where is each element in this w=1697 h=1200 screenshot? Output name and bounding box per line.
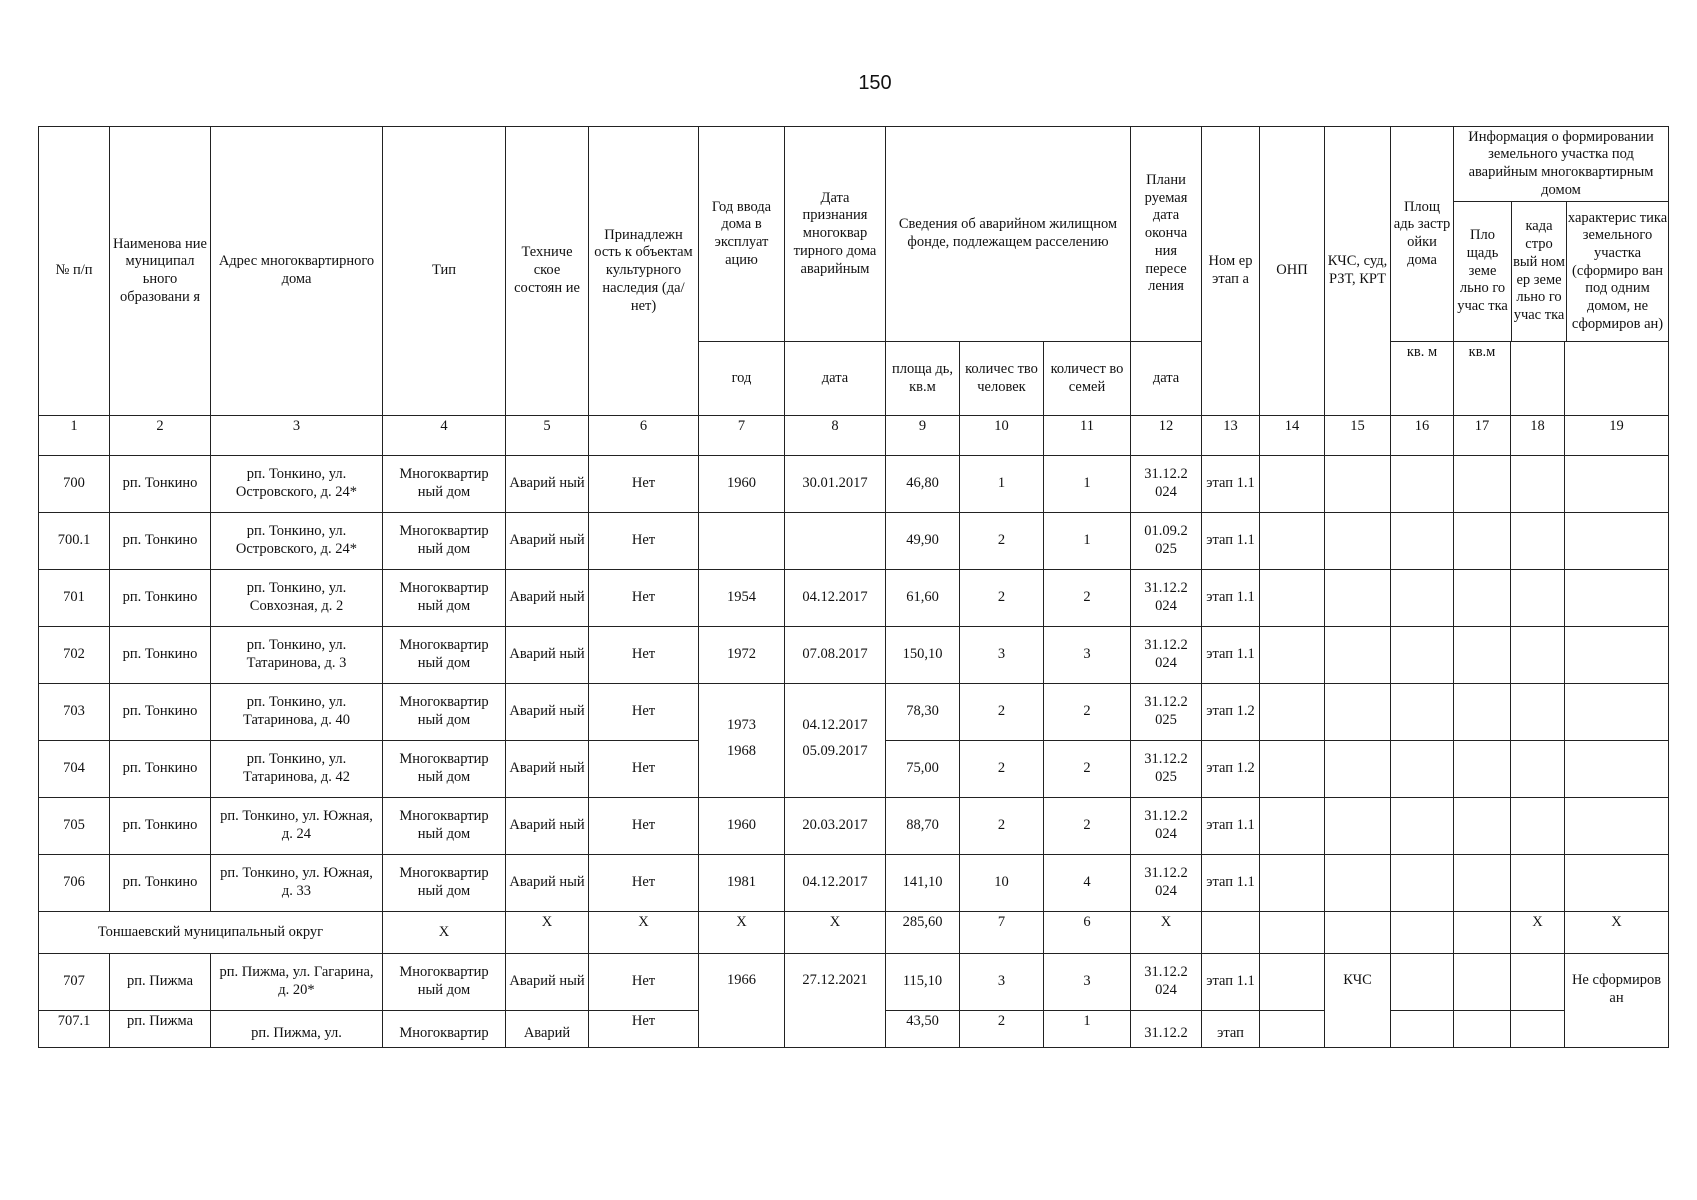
area: 46,80 (886, 456, 960, 513)
land-area (1454, 1011, 1511, 1048)
header-build-area: Площ адь застр ойки дома (1391, 127, 1454, 342)
plan-date: 31.12.2 024 (1131, 954, 1202, 1011)
family-count: 2 (1044, 741, 1131, 798)
commission-year: 1972 (699, 627, 785, 684)
header-land-characteristic: характерис тика земельного участка (сформиро ван под одним домом, не сформиров ан) (1567, 209, 1668, 332)
build-area (1391, 513, 1454, 570)
cadastral-number (1511, 1011, 1565, 1048)
cadastral-number (1511, 513, 1565, 570)
column-number: 13 (1202, 416, 1260, 456)
tech-state: Аварий ный (506, 954, 589, 1011)
table-row (39, 627, 1669, 684)
onp (1260, 855, 1325, 912)
summary-label: Тоншаевский муниципальный округ (39, 912, 383, 954)
plan-date: 31.12.2 024 (1131, 627, 1202, 684)
commission-year: 1968 (699, 741, 785, 798)
stage: этап 1.1 (1202, 954, 1260, 1011)
building-type: Многоквартир ный дом (383, 798, 506, 855)
stage: этап 1.1 (1202, 855, 1260, 912)
onp (1260, 798, 1325, 855)
header-land-area-unit: кв.м (1454, 342, 1511, 416)
cadastral-number (1511, 627, 1565, 684)
tech-state: Аварий ный (506, 798, 589, 855)
recognition-date: 20.03.2017 (785, 798, 886, 855)
summary-cadastral: Х (1511, 912, 1565, 954)
land-area (1454, 741, 1511, 798)
building-type: Многоквартир (383, 1011, 506, 1048)
summary-year: Х (699, 912, 785, 954)
recognition-date: 04.12.2017 (785, 684, 886, 741)
summary-people: 7 (960, 912, 1044, 954)
family-count: 2 (1044, 570, 1131, 627)
land-characteristic (1565, 456, 1669, 513)
area: 141,10 (886, 855, 960, 912)
table-row (39, 855, 1669, 912)
family-count: 1 (1044, 1011, 1131, 1048)
address: рп. Тонкино, ул. Совхозная, д. 2 (211, 570, 383, 627)
header-date-sub: дата (785, 342, 886, 416)
area: 49,90 (886, 513, 960, 570)
recognition-date: 04.12.2017 (785, 570, 886, 627)
stage: этап 1.2 (1202, 684, 1260, 741)
row-number: 706 (39, 855, 110, 912)
municipality: рп. Тонкино (110, 684, 211, 741)
people-count: 2 (960, 741, 1044, 798)
header-year-sub: год (699, 342, 785, 416)
column-number: 5 (506, 416, 589, 456)
recognition-date: 30.01.2017 (785, 456, 886, 513)
heritage: Нет (589, 798, 699, 855)
column-number: 18 (1511, 416, 1565, 456)
plan-date: 01.09.2 025 (1131, 513, 1202, 570)
header-stage: Ном ер этап а (1202, 127, 1260, 416)
address: рп. Тонкино, ул. Татаринова, д. 42 (211, 741, 383, 798)
land-characteristic: Не сформиров ан (1565, 954, 1669, 1048)
heritage: Нет (589, 456, 699, 513)
header-heritage: Принадлежн ость к объектам культурного наследия (да/нет) (589, 127, 699, 416)
build-area (1391, 1011, 1454, 1048)
land-characteristic (1565, 513, 1669, 570)
header-area: площа дь, кв.м (886, 342, 960, 416)
build-area (1391, 855, 1454, 912)
row-number: 700 (39, 456, 110, 513)
kchs (1325, 741, 1391, 798)
plan-date: 31.12.2 024 (1131, 456, 1202, 513)
area: 75,00 (886, 741, 960, 798)
land-characteristic (1565, 855, 1669, 912)
plan-date: 31.12.2 025 (1131, 741, 1202, 798)
header-group-land-title: Информация о формировании земельного участка под аварийным многоквартирным домом (1454, 127, 1668, 202)
summary-families: 6 (1044, 912, 1131, 954)
table-row (39, 570, 1669, 627)
municipality: рп. Тонкино (110, 456, 211, 513)
column-number: 10 (960, 416, 1044, 456)
build-area (1391, 684, 1454, 741)
family-count: 2 (1044, 684, 1131, 741)
table-row (39, 684, 1669, 741)
tech-state: Аварий ный (506, 684, 589, 741)
stage: этап 1.1 (1202, 456, 1260, 513)
plan-date: 31.12.2 024 (1131, 855, 1202, 912)
header-cadastral-cont (1511, 342, 1565, 416)
build-area (1391, 954, 1454, 1011)
address: рп. Тонкино, ул. Южная, д. 33 (211, 855, 383, 912)
page-number: 150 (858, 72, 892, 94)
cadastral-number (1511, 798, 1565, 855)
address: рп. Тонкино, ул. Татаринова, д. 3 (211, 627, 383, 684)
family-count: 3 (1044, 627, 1131, 684)
header-group-fund: Сведения об аварийном жилищном фонде, подлежащем расселению (886, 127, 1131, 342)
header-people: количес тво человек (960, 342, 1044, 416)
stage: этап (1202, 1011, 1260, 1048)
people-count: 2 (960, 798, 1044, 855)
municipality: рп. Тонкино (110, 855, 211, 912)
kchs (1325, 513, 1391, 570)
building-type: Многоквартир ный дом (383, 855, 506, 912)
people-count: 2 (960, 513, 1044, 570)
header-kchs: КЧС, суд, РЗТ, КРТ (1325, 127, 1391, 416)
header-plan-date: Плани руемая дата оконча ния пересе ления (1131, 127, 1202, 342)
family-count: 4 (1044, 855, 1131, 912)
header-build-area-unit: кв. м (1391, 342, 1454, 416)
table-row (39, 513, 1669, 570)
building-type: Многоквартир ный дом (383, 954, 506, 1011)
area: 115,10 (886, 954, 960, 1011)
recognition-date: 04.12.2017 (785, 855, 886, 912)
area: 61,60 (886, 570, 960, 627)
summary-row (39, 912, 1669, 954)
building-type: Многоквартир ный дом (383, 456, 506, 513)
onp (1260, 513, 1325, 570)
plan-date: 31.12.2 024 (1131, 570, 1202, 627)
row-number: 704 (39, 741, 110, 798)
column-number: 9 (886, 416, 960, 456)
header-recognition-date: Дата признания многоквар тирного дома аварийным (785, 127, 886, 342)
header-group-land (1454, 127, 1669, 342)
municipality: рп. Тонкино (110, 513, 211, 570)
cadastral-number (1511, 855, 1565, 912)
plan-date: 31.12.2 (1131, 1011, 1202, 1048)
header-plan-date-sub: дата (1131, 342, 1202, 416)
cadastral-number (1511, 684, 1565, 741)
land-area (1454, 456, 1511, 513)
people-count: 3 (960, 954, 1044, 1011)
column-number: 7 (699, 416, 785, 456)
summary-onp (1260, 912, 1325, 954)
column-number-row (39, 416, 1669, 456)
people-count: 2 (960, 1011, 1044, 1048)
building-type: Многоквартир ный дом (383, 513, 506, 570)
people-count: 2 (960, 570, 1044, 627)
kchs (1325, 456, 1391, 513)
stage: этап 1.1 (1202, 627, 1260, 684)
summary-stage (1202, 912, 1260, 954)
recognition-date: 27.12.2021 (785, 954, 886, 1048)
cadastral-number (1511, 570, 1565, 627)
recognition-date (785, 513, 886, 570)
family-count: 1 (1044, 513, 1131, 570)
row-number: 701 (39, 570, 110, 627)
emergency-housing-table (38, 126, 1669, 1048)
row-number: 702 (39, 627, 110, 684)
building-type: Многоквартир ный дом (383, 627, 506, 684)
onp (1260, 684, 1325, 741)
family-count: 1 (1044, 456, 1131, 513)
kchs (1325, 855, 1391, 912)
tech-state: Аварий ный (506, 627, 589, 684)
onp (1260, 741, 1325, 798)
table-row (39, 954, 1669, 1011)
heritage: Нет (589, 627, 699, 684)
tech-state: Аварий ный (506, 855, 589, 912)
heritage: Нет (589, 513, 699, 570)
commission-year (699, 513, 785, 570)
family-count: 2 (1044, 798, 1131, 855)
kchs (1325, 684, 1391, 741)
header-address: Адрес многоквартирного дома (211, 127, 383, 416)
address: рп. Тонкино, ул. Островского, д. 24* (211, 456, 383, 513)
tech-state: Аварий (506, 1011, 589, 1048)
row-number: 703 (39, 684, 110, 741)
land-area (1454, 798, 1511, 855)
heritage: Нет (589, 741, 699, 798)
build-area (1391, 456, 1454, 513)
heritage: Нет (589, 684, 699, 741)
municipality: рп. Пижма (110, 1011, 211, 1048)
tech-state: Аварий ный (506, 570, 589, 627)
heritage: Нет (589, 1011, 699, 1048)
recognition-date: 05.09.2017 (785, 741, 886, 798)
column-number: 2 (110, 416, 211, 456)
land-area (1454, 684, 1511, 741)
land-area (1454, 954, 1511, 1011)
build-area (1391, 627, 1454, 684)
area: 150,10 (886, 627, 960, 684)
header-type: Тип (383, 127, 506, 416)
summary-kchs (1325, 912, 1391, 954)
heritage: Нет (589, 570, 699, 627)
column-number: 17 (1454, 416, 1511, 456)
stage: этап 1.1 (1202, 798, 1260, 855)
area: 78,30 (886, 684, 960, 741)
land-area (1454, 513, 1511, 570)
row-number: 705 (39, 798, 110, 855)
land-characteristic (1565, 741, 1669, 798)
municipality: рп. Тонкино (110, 570, 211, 627)
commission-year: 1973 (699, 684, 785, 741)
column-number: 12 (1131, 416, 1202, 456)
address: рп. Пижма, ул. Гагарина, д. 20* (211, 954, 383, 1011)
summary-type: Х (383, 912, 506, 954)
building-type: Многоквартир ный дом (383, 570, 506, 627)
commission-year: 1981 (699, 855, 785, 912)
header-cadastral-number: када стро вый ном ер земе льно го учас тка (1512, 202, 1567, 341)
summary-heritage: Х (589, 912, 699, 954)
land-characteristic (1565, 798, 1669, 855)
build-area (1391, 570, 1454, 627)
header-families: количест во семей (1044, 342, 1131, 416)
recognition-date: 07.08.2017 (785, 627, 886, 684)
column-number: 11 (1044, 416, 1131, 456)
municipality: рп. Тонкино (110, 798, 211, 855)
summary-area: 285,60 (886, 912, 960, 954)
area: 88,70 (886, 798, 960, 855)
summary-build-area (1391, 912, 1454, 954)
header-municipality: Наименова ние муниципал ьного образовани я (110, 127, 211, 416)
onp (1260, 570, 1325, 627)
commission-year: 1960 (699, 798, 785, 855)
commission-year: 1966 (699, 954, 785, 1048)
column-number: 8 (785, 416, 886, 456)
municipality: рп. Тонкино (110, 741, 211, 798)
land-area (1454, 855, 1511, 912)
building-type: Многоквартир ный дом (383, 684, 506, 741)
build-area (1391, 798, 1454, 855)
heritage: Нет (589, 855, 699, 912)
summary-plan-date: Х (1131, 912, 1202, 954)
column-number: 19 (1565, 416, 1669, 456)
summary-date: Х (785, 912, 886, 954)
summary-state: Х (506, 912, 589, 954)
area: 43,50 (886, 1011, 960, 1048)
header-onp: ОНП (1260, 127, 1325, 416)
land-characteristic (1565, 627, 1669, 684)
stage: этап 1.1 (1202, 570, 1260, 627)
onp (1260, 954, 1325, 1011)
cadastral-number (1511, 456, 1565, 513)
plan-date: 31.12.2 024 (1131, 798, 1202, 855)
table-row (39, 741, 1669, 798)
people-count: 10 (960, 855, 1044, 912)
people-count: 1 (960, 456, 1044, 513)
summary-characteristic: Х (1565, 912, 1669, 954)
commission-year: 1960 (699, 456, 785, 513)
column-number: 4 (383, 416, 506, 456)
address: рп. Тонкино, ул. Южная, д. 24 (211, 798, 383, 855)
municipality: рп. Пижма (110, 954, 211, 1011)
onp (1260, 456, 1325, 513)
row-number: 707 (39, 954, 110, 1011)
summary-land-area (1454, 912, 1511, 954)
land-area (1454, 570, 1511, 627)
plan-date: 31.12.2 025 (1131, 684, 1202, 741)
column-number: 14 (1260, 416, 1325, 456)
table-row (39, 456, 1669, 513)
column-number: 1 (39, 416, 110, 456)
stage: этап 1.1 (1202, 513, 1260, 570)
row-number: 700.1 (39, 513, 110, 570)
column-number: 15 (1325, 416, 1391, 456)
municipality: рп. Тонкино (110, 627, 211, 684)
tech-state: Аварий ный (506, 513, 589, 570)
header-land-subcols (1454, 202, 1668, 341)
header-row (39, 127, 1669, 342)
kchs (1325, 627, 1391, 684)
people-count: 2 (960, 684, 1044, 741)
building-type: Многоквартир ный дом (383, 741, 506, 798)
header-characteristic-cont (1565, 342, 1669, 416)
address: рп. Тонкино, ул. Островского, д. 24* (211, 513, 383, 570)
header-land-area: Пло щадь земе льно го учас тка (1454, 202, 1512, 341)
column-number: 3 (211, 416, 383, 456)
row-number: 707.1 (39, 1011, 110, 1048)
commission-year: 1954 (699, 570, 785, 627)
stage: этап 1.2 (1202, 741, 1260, 798)
build-area (1391, 741, 1454, 798)
onp (1260, 627, 1325, 684)
address: рп. Пижма, ул. (211, 1011, 383, 1048)
tech-state: Аварий ный (506, 741, 589, 798)
address: рп. Тонкино, ул. Татаринова, д. 40 (211, 684, 383, 741)
onp (1260, 1011, 1325, 1048)
cadastral-number (1511, 741, 1565, 798)
land-area (1454, 627, 1511, 684)
header-tech-state: Техниче ское состоян ие (506, 127, 589, 416)
column-number: 6 (589, 416, 699, 456)
column-number: 16 (1391, 416, 1454, 456)
land-characteristic (1565, 570, 1669, 627)
header-year: Год ввода дома в эксплуат ацию (699, 127, 785, 342)
people-count: 3 (960, 627, 1044, 684)
land-characteristic (1565, 684, 1669, 741)
kchs: КЧС (1325, 954, 1391, 1048)
header-num: № п/п (39, 127, 110, 416)
table-row (39, 798, 1669, 855)
cadastral-number (1511, 954, 1565, 1011)
heritage: Нет (589, 954, 699, 1011)
kchs (1325, 798, 1391, 855)
family-count: 3 (1044, 954, 1131, 1011)
kchs (1325, 570, 1391, 627)
tech-state: Аварий ный (506, 456, 589, 513)
